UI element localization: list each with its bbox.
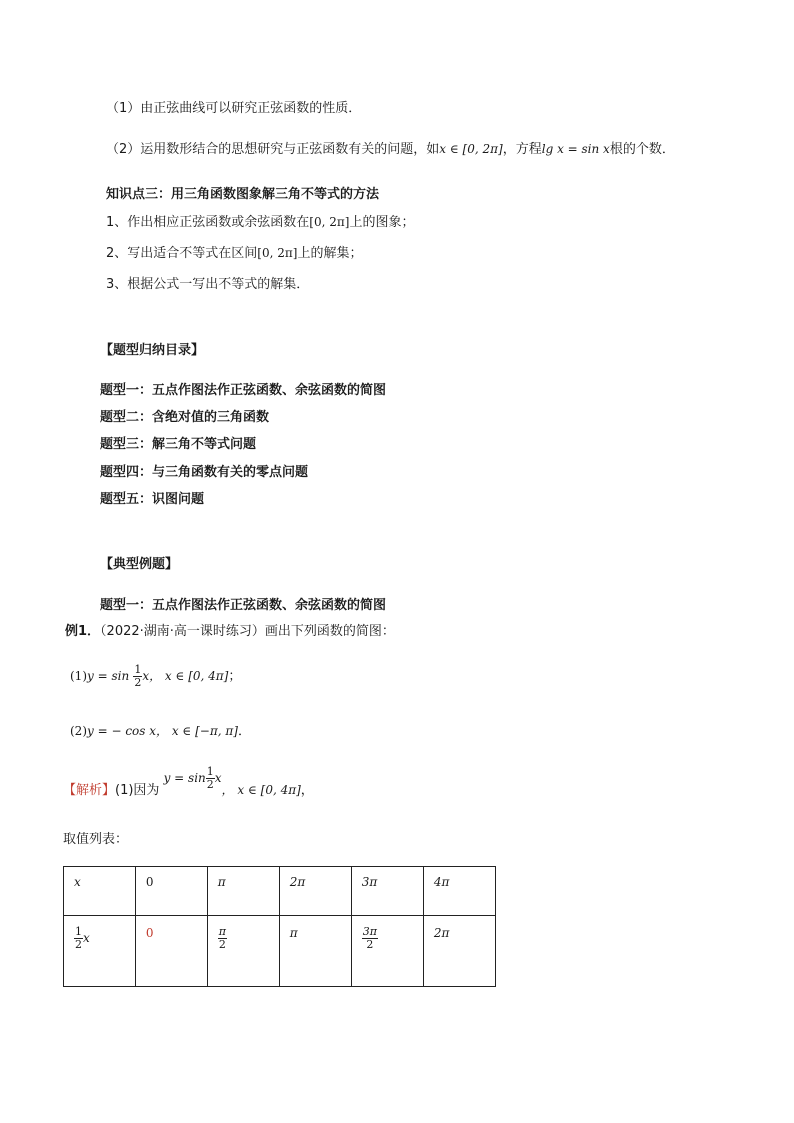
table-cell-x-header xyxy=(64,867,136,916)
cell-text: 3π xyxy=(361,875,378,889)
frac-num: π xyxy=(218,925,227,938)
solution-var: x xyxy=(214,771,222,785)
point-2-mid: ，方程 xyxy=(502,142,542,157)
solution-text: (1)因为 xyxy=(115,783,160,798)
solution-tag: 【解析】 xyxy=(63,783,116,798)
point-2-equation: lg x = sin x xyxy=(541,142,610,156)
cell-text: 2π xyxy=(433,926,450,940)
frac-den: 2 xyxy=(218,938,226,951)
frac-num: 1 xyxy=(75,925,82,938)
kp3-step-1-suffix: 上的图象； xyxy=(349,215,415,230)
cell-text: 4π xyxy=(433,875,450,889)
table-row xyxy=(64,916,496,987)
question-2-end: ． xyxy=(237,724,251,739)
catalog-heading: 【题型归纳目录】 xyxy=(100,343,205,358)
question-1-domain: ， x ∈ [0, 4π] xyxy=(149,669,229,683)
catalog-item-1: 题型一：五点作图法作正弦函数、余弦函数的简图 xyxy=(100,383,387,398)
question-1-frac-den: 2 xyxy=(134,676,142,689)
cell-text: π xyxy=(217,875,226,889)
point-2-prefix: （2）运用数形结合的思想研究与正弦函数有关的问题，如 xyxy=(106,142,440,157)
kp3-step-1 xyxy=(106,211,414,230)
kp3-step-3: 3、根据公式一写出不等式的解集． xyxy=(106,277,310,292)
table-cell xyxy=(423,867,495,916)
point-1: （1）由正弦曲线可以研究正弦函数的性质． xyxy=(106,101,362,116)
cell-text: 2π xyxy=(289,875,306,889)
table-caption: 取值列表： xyxy=(63,832,129,847)
frac-num: 3π xyxy=(362,925,378,938)
frac-den: 2 xyxy=(75,938,82,951)
question-1-fraction xyxy=(133,664,142,689)
cell-text: x xyxy=(74,875,81,889)
solution-func: y = sin xyxy=(163,771,206,785)
question-1-end: ； xyxy=(228,669,242,684)
table-cell: 0 xyxy=(135,867,207,916)
cell-var: x xyxy=(83,931,90,945)
solution-fraction xyxy=(206,766,215,791)
table-cell-half-x-header xyxy=(64,916,136,987)
question-1-frac-num: 1 xyxy=(134,663,142,676)
kp3-step-1-prefix: 1、作出相应正弦函数或余弦函数在 xyxy=(106,215,310,230)
solution-line xyxy=(63,765,314,803)
cell-fraction xyxy=(218,926,227,951)
question-1 xyxy=(70,664,241,689)
question-2-func: y = − cos x xyxy=(87,724,157,738)
examples-heading: 【典型例题】 xyxy=(100,557,179,572)
example-1-stem xyxy=(65,620,395,639)
catalog-item-5: 题型五：识图问题 xyxy=(100,492,205,507)
catalog-item-3: 题型三：解三角不等式问题 xyxy=(100,437,257,452)
table-cell xyxy=(207,916,279,987)
question-1-var: x xyxy=(142,669,150,683)
table-cell xyxy=(351,867,423,916)
question-2 xyxy=(70,720,251,739)
point-2-interval: x ∈ [0, 2π] xyxy=(439,142,503,156)
example-1-label: 例1． xyxy=(65,624,101,639)
question-2-domain: ， x ∈ [−π, π] xyxy=(156,724,238,738)
kp3-step-2 xyxy=(106,242,362,261)
solution-frac-den: 2 xyxy=(206,778,214,791)
examples-type-1: 题型一：五点作图法作正弦函数、余弦函数的简图 xyxy=(100,598,387,613)
solution-domain: ， x ∈ [0, 4π] xyxy=(221,783,301,797)
question-1-index: (1) xyxy=(70,669,87,683)
cell-text: π xyxy=(289,926,298,940)
table-cell xyxy=(207,867,279,916)
example-1-source: （2022·湖南·高一课时练习）画出下列函数的简图： xyxy=(100,624,395,639)
question-1-func: y = sin xyxy=(87,669,130,683)
kp3-step-2-suffix: 上的解集； xyxy=(297,246,363,261)
question-2-index: (2) xyxy=(70,724,87,738)
table-row xyxy=(64,867,496,916)
table-cell xyxy=(351,916,423,987)
cell-fraction xyxy=(74,926,83,951)
point-2 xyxy=(106,138,675,157)
solution-frac-num: 1 xyxy=(206,765,214,778)
frac-den: 2 xyxy=(366,938,374,951)
cell-fraction xyxy=(362,926,378,951)
kp3-step-2-interval: [0, 2π] xyxy=(257,246,298,260)
table-cell xyxy=(423,916,495,987)
table-cell: 0 xyxy=(135,916,207,987)
value-table xyxy=(63,866,496,987)
table-cell xyxy=(279,867,351,916)
catalog-item-4: 题型四：与三角函数有关的零点问题 xyxy=(100,465,309,480)
solution-end: ， xyxy=(300,783,314,798)
kp3-step-1-interval: [0, 2π] xyxy=(309,215,350,229)
catalog-item-2: 题型二：含绝对值的三角函数 xyxy=(100,410,270,425)
kp3-title: 知识点三：用三角函数图象解三角不等式的方法 xyxy=(106,187,380,202)
table-cell xyxy=(279,916,351,987)
kp3-step-2-prefix: 2、写出适合不等式在区间 xyxy=(106,246,258,261)
point-2-suffix: 根的个数． xyxy=(609,142,675,157)
